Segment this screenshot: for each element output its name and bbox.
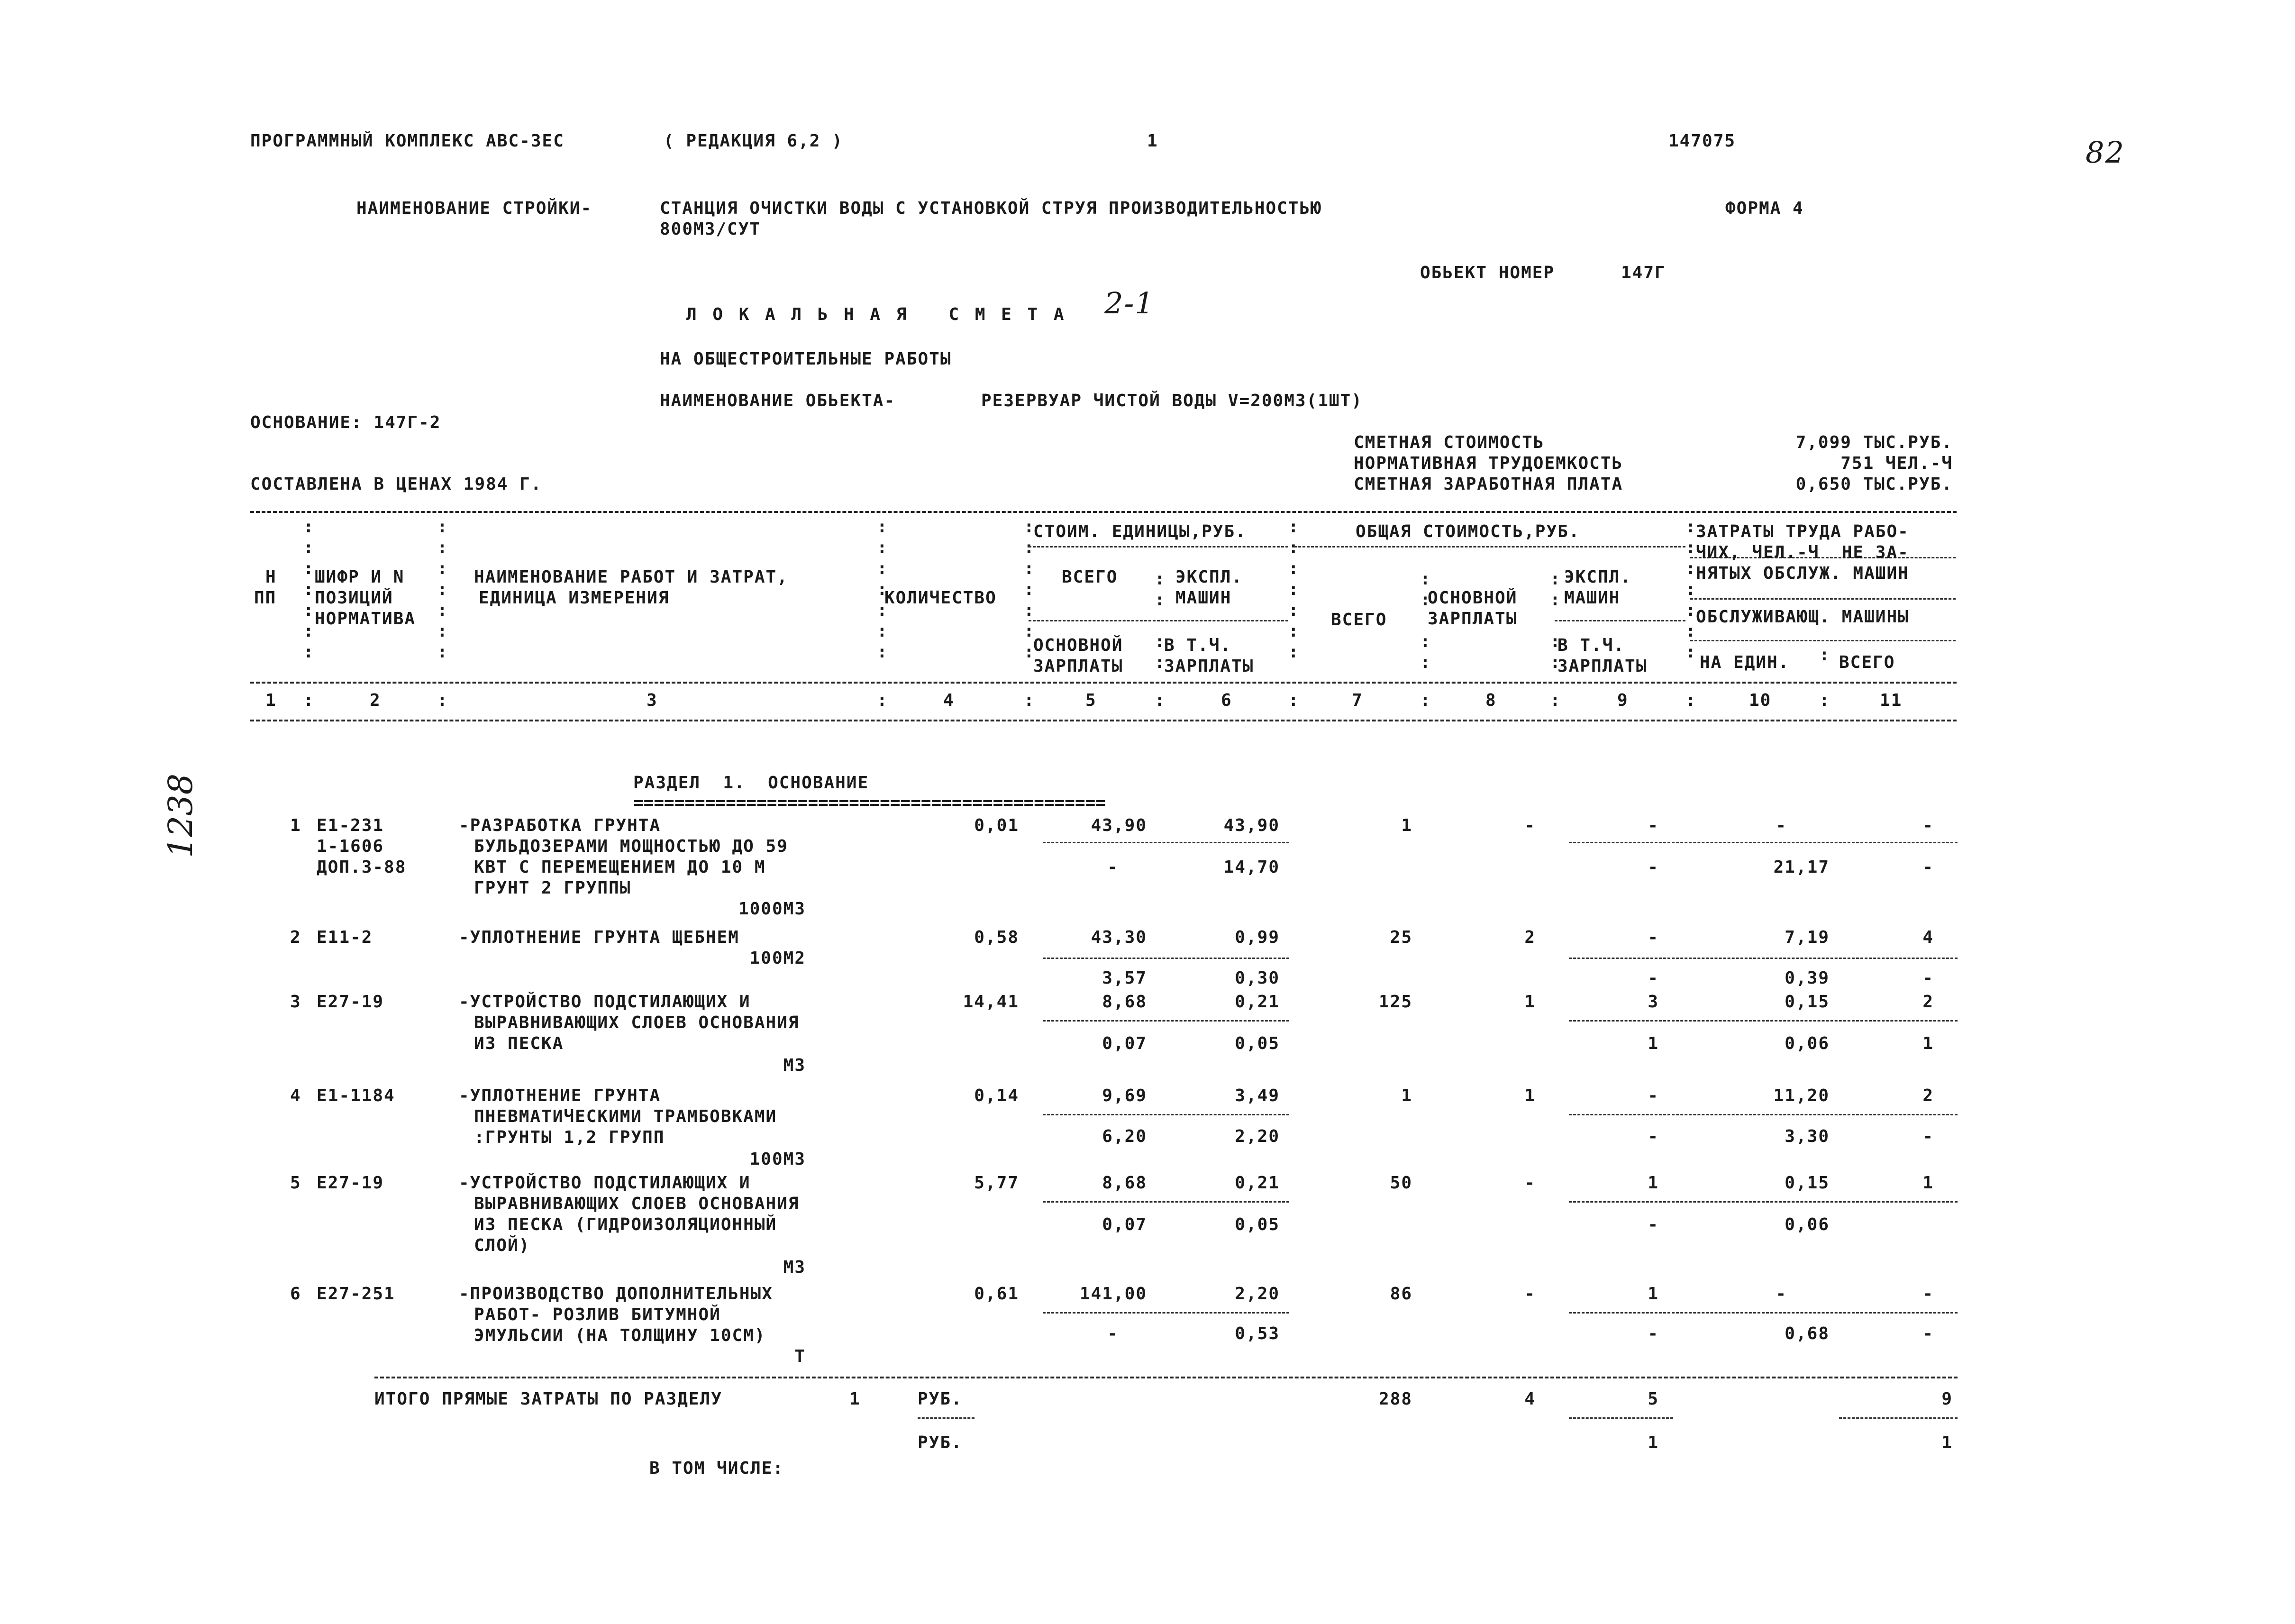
col-header-unit-total: ВСЕГО — [1062, 567, 1118, 587]
document-code: 147075 — [1668, 131, 1736, 151]
edition: ( РЕДАКЦИЯ 6,2 ) — [664, 131, 843, 151]
col-header-pp: ПП — [254, 588, 277, 608]
section-underline: ============================================== — [633, 793, 1106, 812]
col-header-unit-incl-2: ЗАРПЛАТЫ — [1164, 657, 1254, 676]
basis: ОСНОВАНИЕ: 147Г-2 — [250, 413, 441, 432]
totals-c8: 4 — [1524, 1389, 1536, 1409]
side-handwritten-note: 1238 — [161, 773, 200, 858]
header-bottom-rule — [250, 682, 1957, 684]
col-header-labor-1: ЗАТРАТЫ ТРУДА РАБО- — [1696, 522, 1909, 541]
col-header-total-wage-2: ЗАРПЛАТЫ — [1428, 609, 1518, 629]
totals-section-number: 1 — [849, 1389, 861, 1409]
col-header-n: Н — [265, 567, 277, 587]
col-header-unit-wage-1: ОСНОВНОЙ — [1033, 636, 1123, 655]
summary-value-2: 751 ЧЕЛ.-Ч — [1840, 454, 1953, 473]
col-header-unit-mach-2: МАШИН — [1175, 588, 1232, 608]
col-header-unit-mach-1: ЭКСПЛ. — [1175, 567, 1243, 587]
totals-c11b: 1 — [1941, 1433, 1953, 1452]
col-header-unit-incl-1: В Т.Ч. — [1164, 636, 1232, 655]
col-header-quantity: КОЛИЧЕСТВО — [884, 588, 997, 608]
summary-label-3: СМЕТНАЯ ЗАРАБОТНАЯ ПЛАТА — [1354, 474, 1623, 494]
object-name: РЕЗЕРВУАР ЧИСТОЙ ВОДЫ V=200М3(1ШТ) — [981, 391, 1363, 411]
program-name: ПРОГРАММНЫЙ КОМПЛЕКС АВС-3ЕС — [250, 131, 565, 151]
col-header-code-2: ПОЗИЦИЙ — [315, 588, 393, 608]
col-header-name-2: ЕДИНИЦА ИЗМЕРЕНИЯ — [479, 588, 670, 608]
summary-label-1: СМЕТНАЯ СТОИМОСТЬ — [1354, 433, 1545, 452]
handwritten-title-number: 2-1 — [1104, 286, 1155, 320]
section-title: РАЗДЕЛ 1. ОСНОВАНИЕ — [633, 773, 869, 793]
col-header-total-all: ВСЕГО — [1331, 610, 1387, 630]
col-header-labor-unit: НА ЕДИН. — [1700, 653, 1790, 672]
totals-currency-1: РУБ. — [918, 1389, 963, 1409]
totals-currency-2: РУБ. — [918, 1433, 963, 1452]
col-header-total-cost: ОБЩАЯ СТОИМОСТЬ,РУБ. — [1356, 522, 1580, 541]
summary-value-3: 0,650 ТЫС.РУБ. — [1795, 474, 1953, 494]
totals-c9b: 1 — [1648, 1433, 1659, 1452]
handwritten-page-number: 82 — [2086, 135, 2125, 170]
col-header-labor-total: ВСЕГО — [1839, 653, 1895, 672]
summary-value-1: 7,099 ТЫС.РУБ. — [1795, 433, 1953, 452]
table-top-rule — [250, 511, 1957, 513]
construction-name-line1: СТАНЦИЯ ОЧИСТКИ ВОДЫ С УСТАНОВКОЙ СТРУЯ ПРОИЗВОДИТЕЛЬНОСТЬЮ — [660, 199, 1322, 218]
col-header-labor-3: НЯТЫХ ОБСЛУЖ. МАШИН — [1696, 564, 1909, 583]
totals-c9a: 5 — [1648, 1389, 1659, 1409]
totals-c11a: 9 — [1941, 1389, 1953, 1409]
col-header-labor-mach: ОБСЛУЖИВАЮЩ. МАШИНЫ — [1696, 607, 1909, 627]
col-header-total-mach-2: МАШИН — [1564, 588, 1621, 608]
form-label: ФОРМА 4 — [1725, 199, 1804, 218]
totals-label: ИТОГО ПРЯМЫЕ ЗАТРАТЫ ПО РАЗДЕЛУ — [374, 1389, 722, 1409]
col-header-total-incl-2: ЗАРПЛАТЫ — [1557, 657, 1648, 676]
col-header-total-mach-1: ЭКСПЛ. — [1564, 567, 1632, 587]
document-subtitle: НА ОБЩЕСТРОИТЕЛЬНЫЕ РАБОТЫ — [660, 349, 952, 369]
totals-c7: 288 — [1378, 1389, 1412, 1409]
col-header-total-incl-1: В Т.Ч. — [1557, 636, 1625, 655]
numbers-bottom-rule — [250, 720, 1957, 721]
col-header-code-3: НОРМАТИВА — [315, 609, 416, 629]
col-header-total-wage-1: ОСНОВНОЙ — [1428, 588, 1518, 608]
object-number-label: ОБЬЕКТ НОМЕР — [1420, 263, 1555, 283]
totals-including-label: В ТОМ ЧИСЛЕ: — [649, 1459, 784, 1478]
col-header-unit-cost: СТОИМ. ЕДИНИЦЫ,РУБ. — [1033, 522, 1247, 541]
construction-name-line2: 800М3/СУТ — [660, 219, 761, 239]
col-header-code-1: ШИФР И N — [315, 567, 405, 587]
page-number: 1 — [1147, 131, 1158, 151]
construction-label: НАИМЕНОВАНИЕ СТРОЙКИ- — [356, 199, 592, 218]
price-basis: СОСТАВЛЕНА В ЦЕНАХ 1984 Г. — [250, 474, 542, 494]
col-header-labor-2: ЧИХ, ЧЕЛ.-Ч НЕ ЗА- — [1696, 543, 1909, 562]
object-name-label: НАИМЕНОВАНИЕ ОБЬЕКТА- — [660, 391, 896, 411]
object-number: 147Г — [1621, 263, 1666, 283]
totals-top-rule — [374, 1377, 1958, 1378]
col-header-name-1: НАИМЕНОВАНИЕ РАБОТ И ЗАТРАТ, — [474, 567, 788, 587]
col-header-unit-wage-2: ЗАРПЛАТЫ — [1033, 657, 1123, 676]
document-title: Л О К А Л Ь Н А Я С М Е Т А — [686, 305, 1067, 324]
summary-label-2: НОРМАТИВНАЯ ТРУДОЕМКОСТЬ — [1354, 454, 1623, 473]
